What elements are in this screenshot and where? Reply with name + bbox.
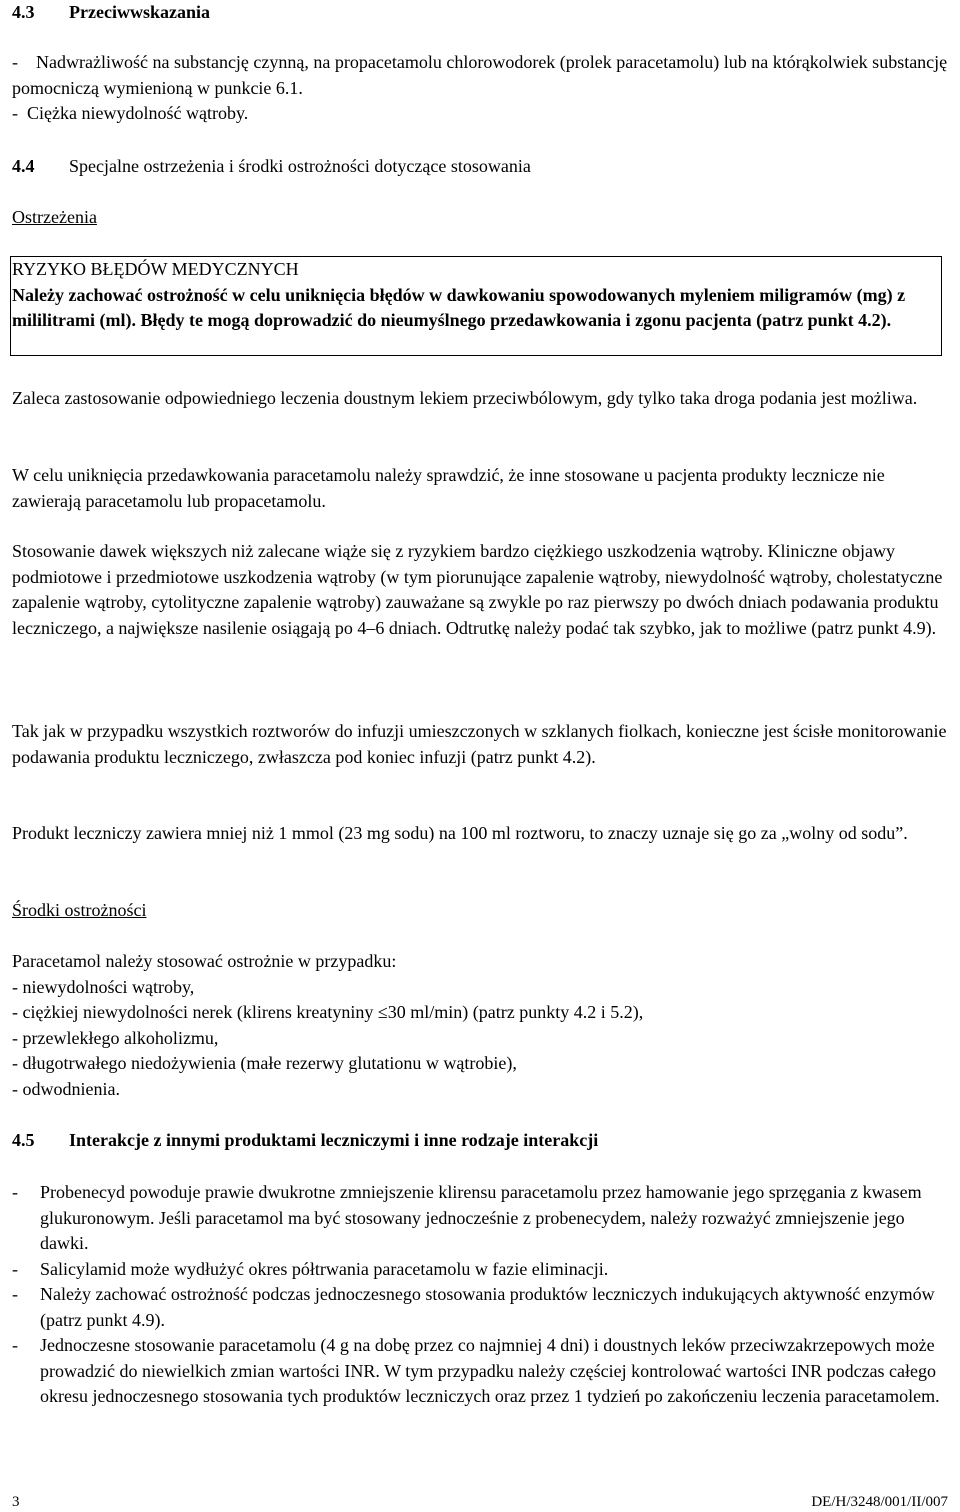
warnings-label: Ostrzeżenia <box>12 207 97 227</box>
warning-box-title: RYZYKO BŁĘDÓW MEDYCZNYCH <box>12 259 299 279</box>
dash-marker: - <box>12 1182 18 1202</box>
precaution-item: - przewlekłego alkoholizmu, <box>12 1027 219 1048</box>
section-title: Interakcje z innymi produktami leczniczymi i inne rodzaje interakcji <box>69 1130 599 1150</box>
precaution-item: - niewydolności wątroby, <box>12 976 195 997</box>
section-number: 4.3 <box>12 2 35 22</box>
section-4-3-heading <box>12 0 950 26</box>
warning-box-text: Należy zachować ostrożność w celu uniknięcia błędów w dawkowaniu spowodowanych myleniem miligramów (mg) z mililitrami (ml). Błędy te mogą doprowadzić do nieumyślnego przedawkowania i zgonu pacjenta (patrz punkt 4.2). <box>12 284 906 330</box>
list-item <box>12 1333 950 1410</box>
section-title: Specjalne ostrzeżenia i środki ostrożności dotyczące stosowania <box>69 156 531 176</box>
precautions-block <box>12 949 950 1102</box>
paragraph-sodium: Produkt leczniczy zawiera mniej niż 1 mmol (23 mg sodu) na 100 ml roztworu, to znaczy uznaje się go za „wolny od sodu”. <box>12 823 908 843</box>
dash-marker: - <box>12 1258 18 1279</box>
dash-marker: - <box>12 52 36 72</box>
medical-error-warning-box <box>10 256 942 356</box>
list-item-text: Należy zachować ostrożność podczas jednoczesnego stosowania produktów leczniczych indukujących aktywność enzymów (patrz punkt 4.9). <box>40 1284 935 1330</box>
list-item-text: Probenecyd powoduje prawie dwukrotne zmniejszenie klirensu paracetamolu przez hamowanie jego sprzęgania z kwasem glukuronowym. Jeśli paracetamol ma być stosowany jednocześnie z probenecydem, należy rozważyć zmniejszenie jego dawki. <box>40 1182 922 1253</box>
contraindications-list <box>12 50 950 127</box>
section-number: 4.5 <box>12 1130 35 1150</box>
list-item <box>12 1257 950 1283</box>
list-item <box>12 1282 950 1333</box>
precautions-intro: Paracetamol należy stosować ostrożnie w przypadku: <box>12 951 397 971</box>
precaution-item: - ciężkiej niewydolności nerek (klirens kreatyniny ≤30 ml/min) (patrz punkty 4.2 i 5.2), <box>12 1002 644 1022</box>
list-item <box>12 101 950 127</box>
paragraph-oral-treatment: Zaleca zastosowanie odpowiedniego leczenia doustnym lekiem przeciwbólowym, gdy tylko taka droga podania jest możliwa. <box>12 388 918 408</box>
page-number: 3 <box>12 1494 20 1510</box>
list-item <box>12 1180 950 1257</box>
section-title: Przeciwwskazania <box>69 2 210 22</box>
list-item <box>12 50 950 101</box>
dash-marker: - <box>12 103 27 123</box>
list-item-text: Jednoczesne stosowanie paracetamolu (4 g na dobę przez co najmniej 4 dni) i doustnych leków przeciwzakrzepowych może prowadzić do niewielkich zmian wartości INR. W tym przypadku należy częściej kontrolować wartości INR podczas całego okresu jednoczesnego stosowania tych produktów leczniczych oraz przez 1 tydzień po zakończeniu leczenia paracetamolem. <box>40 1335 940 1406</box>
paragraph-liver-damage: Stosowanie dawek większych niż zalecane wiąże się z ryzykiem bardzo ciężkiego uszkodzenia wątroby. Kliniczne objawy podmiotowe i przedmiotowe uszkodzenia wątroby (w tym piorunujące zapalenie wątroby, niewydolność wątroby, cholestatyczne zapalenie wątroby, cytolityczne zapalenie wątroby) zauważane są zwykle po raz pierwszy po dwóch dniach podawania produktu leczniczego, a największe nasilenie osiągają po 4–6 dniach. Odtrutkę należy podać tak szybko, jak to możliwe (patrz punkt 4.9). <box>12 541 943 638</box>
dash-marker: - <box>12 1284 18 1304</box>
procedure-code: DE/H/3248/001/II/007 <box>811 1494 948 1510</box>
precaution-item: - odwodnienia. <box>12 1078 120 1099</box>
list-item-text: Nadwrażliwość na substancję czynną, na propacetamolu chlorowodorek (prolek paracetamolu) lub na którąkolwiek substancję pomocniczą wymienioną w punkcie 6.1. <box>12 52 948 98</box>
interactions-list <box>12 1180 950 1410</box>
precautions-label: Środki ostrożności <box>12 900 147 920</box>
precaution-item: - długotrwałego niedożywienia (małe rezerwy glutationu w wątrobie), <box>12 1053 517 1073</box>
section-number: 4.4 <box>12 156 35 176</box>
paragraph-infusion-monitoring: Tak jak w przypadku wszystkich roztworów do infuzji umieszczonych w szklanych fiolkach, konieczne jest ścisłe monitorowanie podawania produktu leczniczego, zwłaszcza pod koniec infuzji (patrz punkt 4.2). <box>12 721 947 767</box>
list-item-text: Salicylamid może wydłużyć okres półtrwania paracetamolu w fazie eliminacji. <box>40 1258 609 1279</box>
dash-marker: - <box>12 1335 18 1355</box>
paragraph-overdose: W celu uniknięcia przedawkowania paracetamolu należy sprawdzić, że inne stosowane u pacjenta produkty lecznicze nie zawierają paracetamolu lub propacetamolu. <box>12 465 885 511</box>
list-item-text: Ciężka niewydolność wątroby. <box>27 103 249 123</box>
section-4-4-heading <box>12 154 950 180</box>
section-4-5-heading <box>12 1128 950 1154</box>
